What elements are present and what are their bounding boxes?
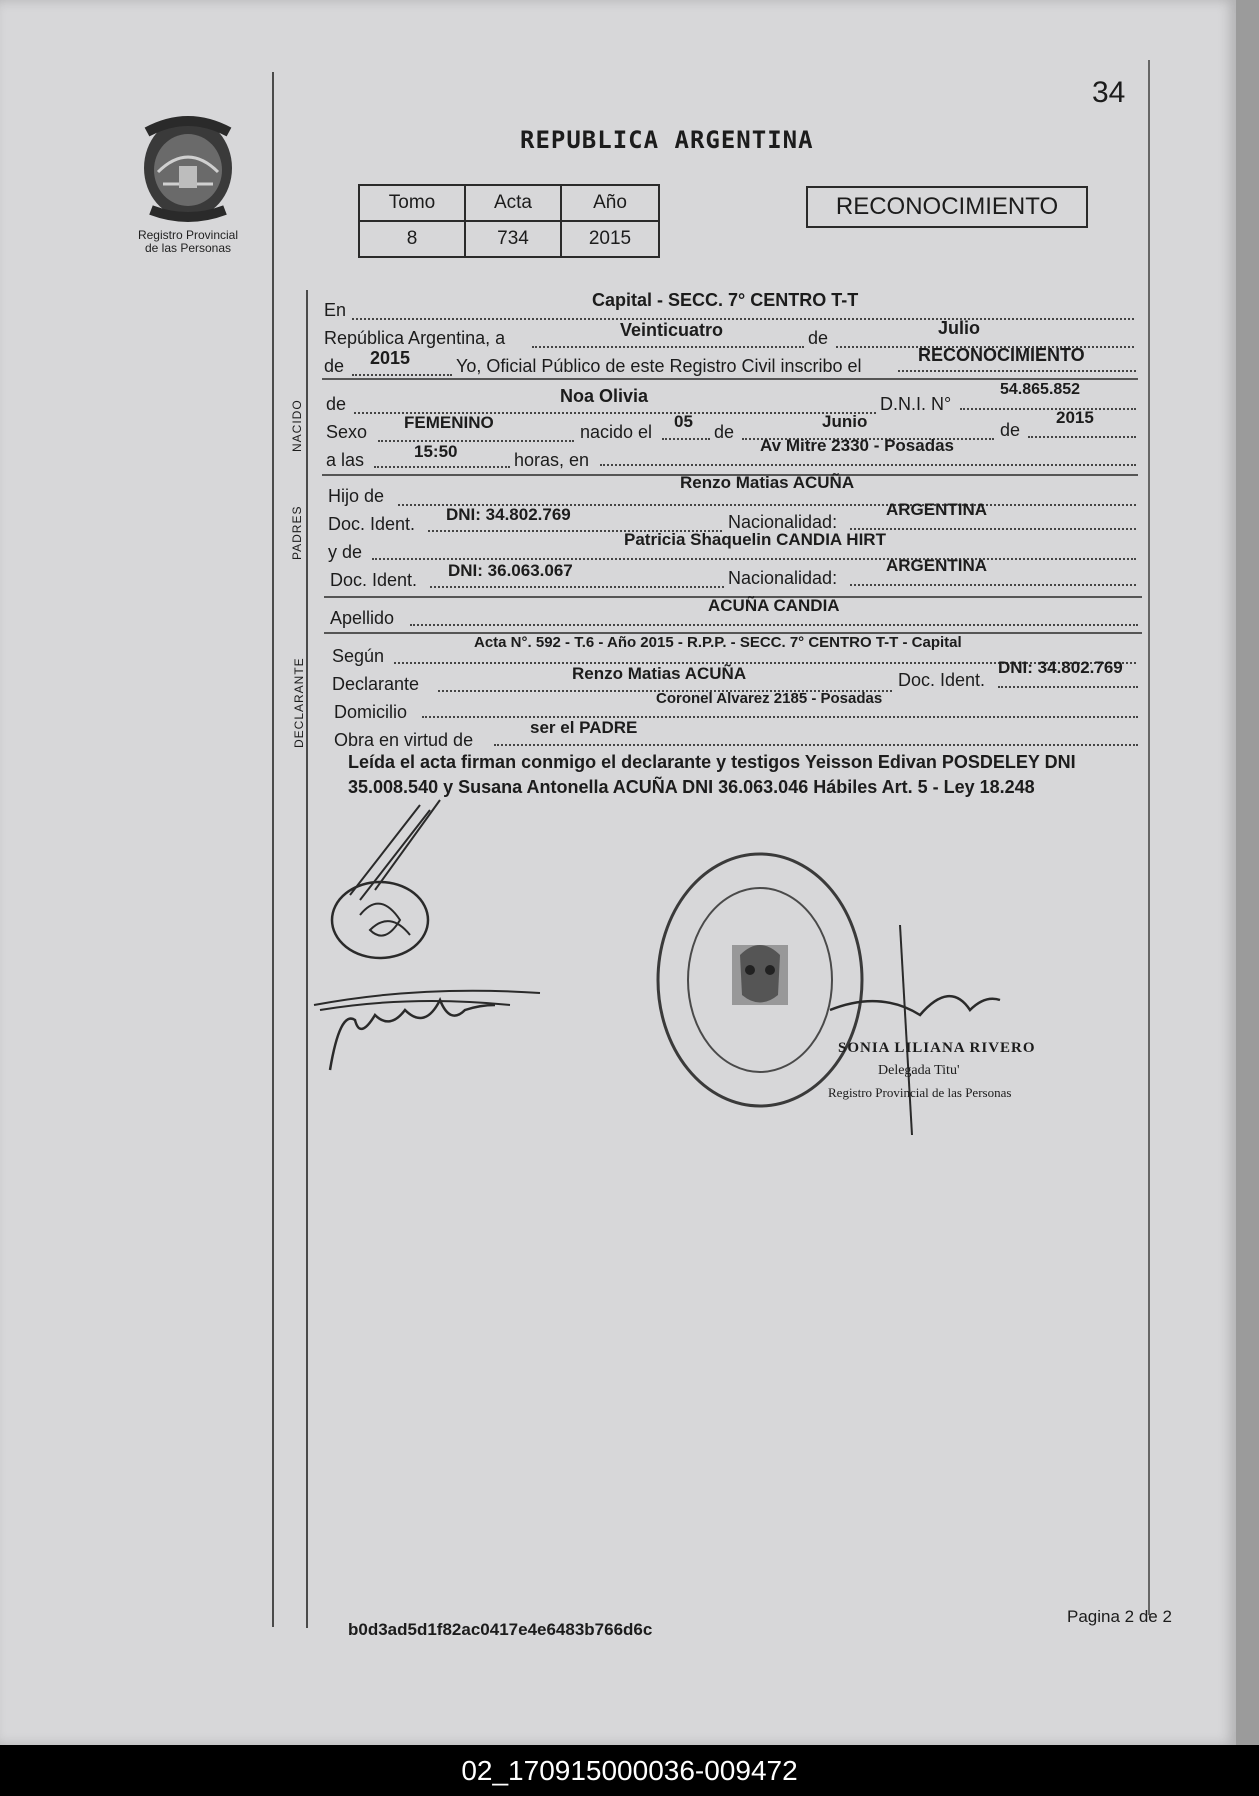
dotted-line bbox=[430, 586, 724, 588]
witness-signatures bbox=[300, 795, 560, 1085]
declarante-doc-value: DNI: 34.802.769 bbox=[998, 658, 1123, 677]
tipo-value: RECONOCIMIENTO bbox=[918, 345, 1085, 365]
record-type-box: RECONOCIMIENTO bbox=[806, 186, 1088, 228]
page-edge bbox=[1236, 0, 1259, 1745]
side-label-padres: PADRES bbox=[290, 505, 304, 560]
side-label-nacido: NACIDO bbox=[290, 399, 304, 452]
obra-value: ser el PADRE bbox=[530, 718, 638, 737]
padre-doc-value: DNI: 34.802.769 bbox=[446, 505, 571, 524]
signatory-name: SONIA LILIANA RIVERO bbox=[838, 1040, 1036, 1056]
left-margin-line bbox=[272, 72, 274, 1627]
sexo-label: Sexo bbox=[326, 422, 368, 442]
dotted-line bbox=[352, 374, 452, 376]
anio-value: 2015 bbox=[370, 348, 411, 368]
anio-nac-value: 2015 bbox=[1056, 408, 1094, 427]
lugar-value: Av Mitre 2330 - Posadas bbox=[760, 436, 955, 455]
signatory-role: Delegada Titu' bbox=[878, 1063, 960, 1078]
padre-value: Renzo Matias ACUÑA bbox=[680, 473, 855, 492]
official-signature bbox=[820, 920, 1020, 1140]
horas-label: horas, en bbox=[514, 450, 590, 470]
de-label-1: de bbox=[808, 328, 829, 348]
doc-ident-label-2: Doc. Ident. bbox=[330, 570, 418, 590]
doc-ident-label-1: Doc. Ident. bbox=[328, 514, 416, 534]
hora-value: 15:50 bbox=[414, 442, 458, 461]
register-header-anio: Año bbox=[561, 185, 659, 221]
apellido-value: ACUÑA CANDIA bbox=[708, 596, 840, 615]
dotted-line bbox=[850, 528, 1136, 530]
register-table bbox=[358, 184, 660, 258]
register-value-tomo: 8 bbox=[359, 221, 465, 257]
sexo-value: FEMENINO bbox=[404, 413, 494, 432]
dotted-line bbox=[352, 318, 1134, 320]
madre-value: Patricia Shaquelin CANDIA HIRT bbox=[624, 530, 886, 549]
apellido-label: Apellido bbox=[330, 608, 395, 628]
page-number: 34 bbox=[1092, 76, 1126, 109]
yo-text: Yo, Oficial Público de este Registro Civil inscribo el bbox=[456, 356, 862, 376]
de-label-3: de bbox=[326, 394, 347, 414]
dotted-line bbox=[378, 440, 574, 442]
register-value-acta: 734 bbox=[465, 221, 561, 257]
dni-label: D.N.I. N° bbox=[880, 394, 952, 414]
de-label-4: de bbox=[714, 422, 735, 442]
register-header-tomo: Tomo bbox=[359, 185, 465, 221]
en-label: En bbox=[324, 300, 347, 320]
page-indicator: Pagina 2 de 2 bbox=[1067, 1607, 1172, 1626]
dotted-line bbox=[850, 584, 1136, 586]
nombre-value: Noa Olivia bbox=[560, 386, 649, 406]
dotted-line bbox=[600, 464, 1136, 466]
province-seal-icon bbox=[133, 112, 243, 224]
dotted-line bbox=[1028, 436, 1136, 438]
dia-value: Veinticuatro bbox=[620, 320, 724, 340]
segun-label: Según bbox=[332, 646, 385, 666]
alas-label: a las bbox=[326, 450, 365, 470]
dotted-line bbox=[998, 686, 1138, 688]
register-header-acta: Acta bbox=[465, 185, 561, 221]
mes-value: Julio bbox=[938, 318, 981, 338]
dotted-line bbox=[532, 346, 804, 348]
mes-nac-value: Junio bbox=[822, 412, 868, 431]
madre-doc-value: DNI: 36.063.067 bbox=[448, 561, 573, 580]
registry-logo bbox=[118, 112, 258, 262]
padre-nac-value: ARGENTINA bbox=[886, 500, 988, 519]
dni-value: 54.865.852 bbox=[1000, 381, 1081, 398]
de-label-5: de bbox=[1000, 420, 1021, 440]
domicilio-label: Domicilio bbox=[334, 702, 408, 722]
dotted-line bbox=[898, 370, 1136, 372]
document-title: REPUBLICA ARGENTINA bbox=[520, 126, 814, 154]
dotted-line bbox=[372, 558, 1136, 560]
signatory-org: Registro Provincial de las Personas bbox=[828, 1085, 1012, 1100]
declarante-label: Declarante bbox=[332, 674, 420, 694]
madre-nac-value: ARGENTINA bbox=[886, 556, 988, 575]
dotted-line bbox=[410, 624, 1138, 626]
dia-nac-value: 05 bbox=[674, 412, 693, 431]
dotted-line bbox=[960, 408, 1136, 410]
doc-ident-label-3: Doc. Ident. bbox=[898, 670, 986, 690]
register-value-anio: 2015 bbox=[561, 221, 659, 257]
side-label-declarante: DECLARANTE bbox=[292, 657, 306, 748]
dotted-line bbox=[374, 466, 510, 468]
de-label-2: de bbox=[324, 356, 345, 376]
dotted-line bbox=[662, 438, 710, 440]
republica-label: República Argentina, a bbox=[324, 328, 506, 348]
en-value: Capital - SECC. 7° CENTRO T-T bbox=[592, 290, 859, 310]
segun-value: Acta N°. 592 - T.6 - Año 2015 - R.P.P. - SECC. 7° CENTRO T-T - Capital bbox=[474, 634, 962, 651]
domicilio-value: Coronel Alvarez 2185 - Posadas bbox=[656, 690, 883, 707]
logo-caption-line2: de las Personas bbox=[144, 241, 232, 255]
declarante-value: Renzo Matias ACUÑA bbox=[572, 664, 747, 683]
right-margin-line bbox=[1148, 60, 1150, 1615]
scan-id-bar: 02_170915000036-009472 bbox=[0, 1745, 1259, 1796]
document-hash: b0d3ad5d1f82ac0417e4e6483b766d6c bbox=[348, 1620, 653, 1639]
dotted-line bbox=[494, 744, 1138, 746]
nacionalidad-label-1: Nacionalidad: bbox=[728, 512, 838, 532]
separator-line bbox=[322, 378, 1138, 380]
y-de-label: y de bbox=[328, 542, 363, 562]
hijo-label: Hijo de bbox=[328, 486, 385, 506]
nacionalidad-label-2: Nacionalidad: bbox=[728, 568, 838, 588]
nacido-label: nacido el bbox=[580, 422, 653, 442]
closing-statement: Leída el acta firman conmigo el declarante y testigos Yeisson Edivan POSDELEY DNI 35.008.540 y Susana Antonella ACUÑA DNI 36.063.046 Hábiles Art. 5 - Ley 18.248 bbox=[348, 752, 1076, 797]
obra-label: Obra en virtud de bbox=[334, 730, 474, 750]
logo-caption-line1: Registro Provincial bbox=[137, 228, 239, 242]
